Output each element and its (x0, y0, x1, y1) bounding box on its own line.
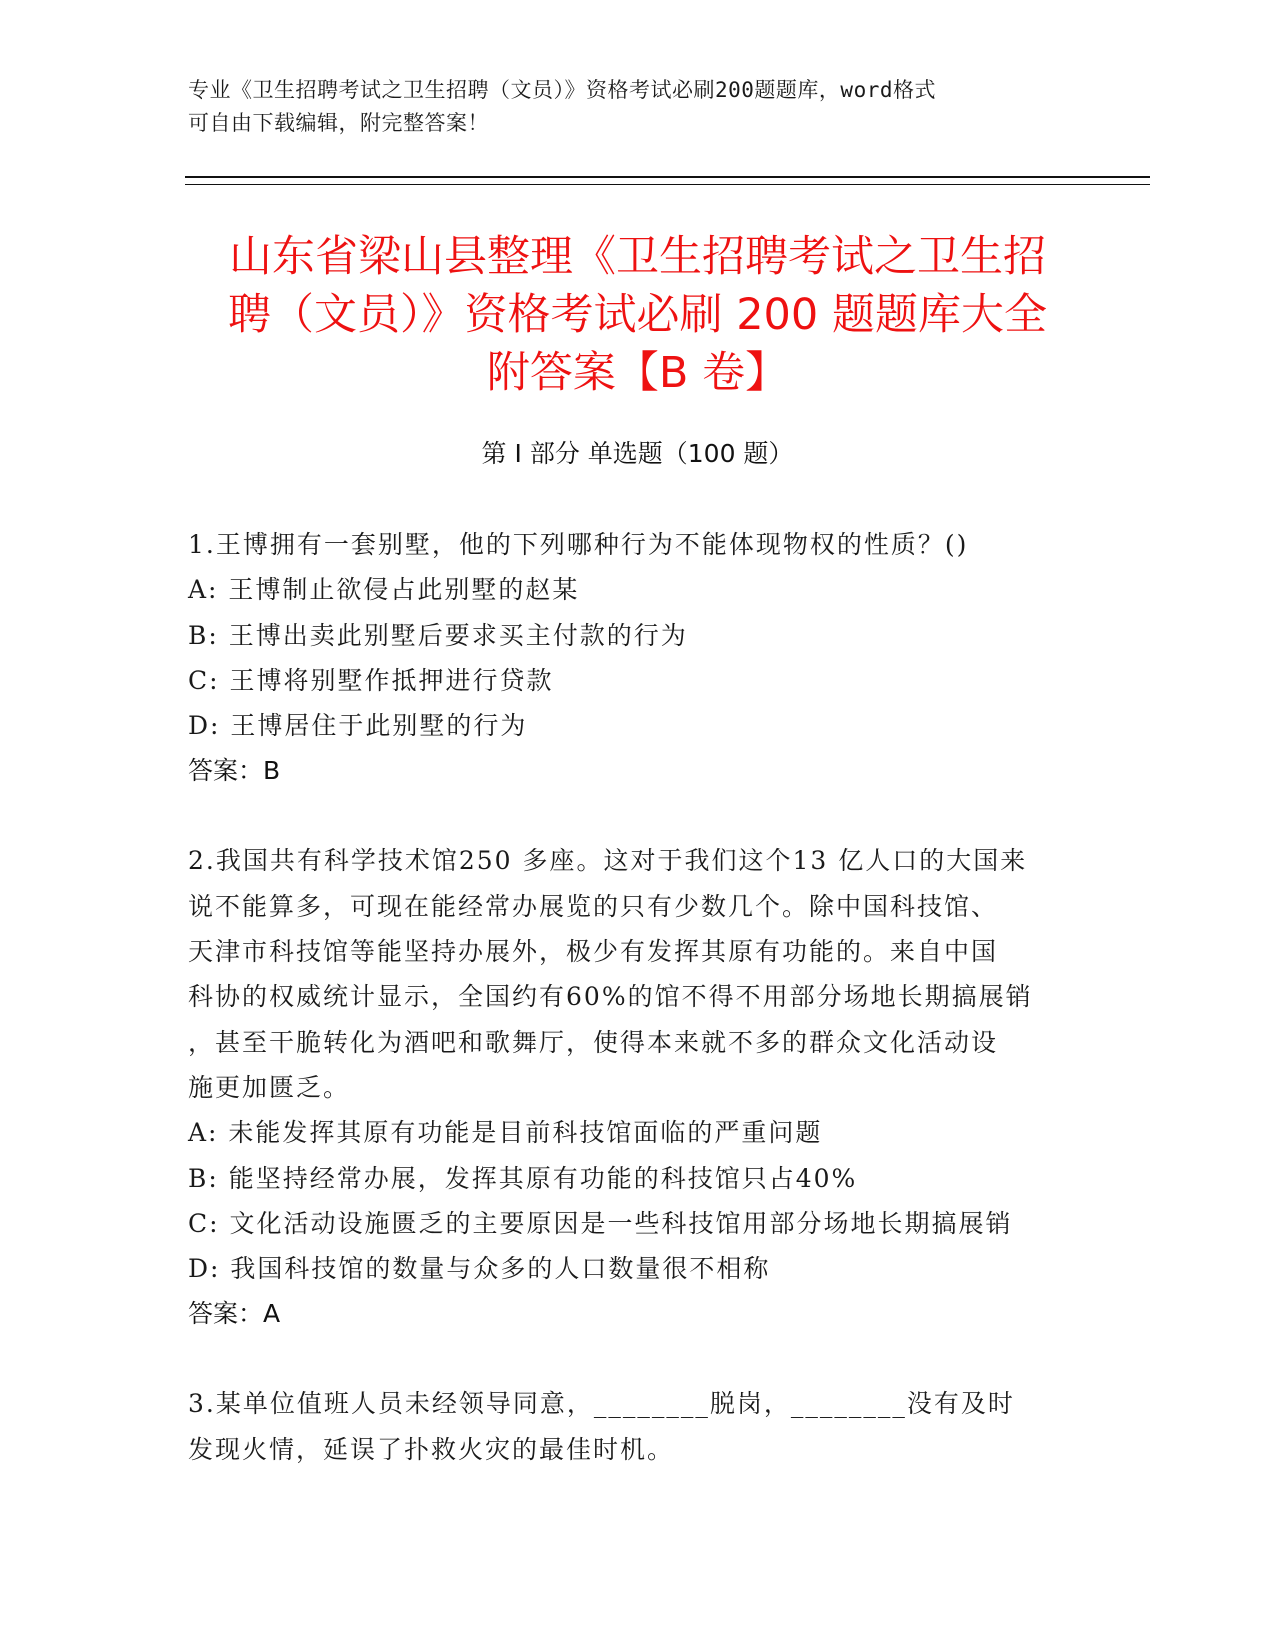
document-title (150, 228, 1125, 402)
option-a: A: 王博制止欲侵占此别墅的赵某 (188, 575, 580, 605)
question-stem-line: 说不能算多，可现在能经常办展览的只有少数几个。除中国科技馆、 (188, 891, 999, 921)
option-a: A: 未能发挥其原有功能是目前科技馆面临的严重问题 (188, 1118, 823, 1148)
question-list (188, 522, 1098, 1517)
answer-label: 答案：A (188, 1299, 281, 1329)
question-stem-line: 天津市科技馆等能坚持办展外，极少有发挥其原有功能的。来自中国 (188, 937, 999, 967)
title-line: 山东省梁山县整理《卫生招聘考试之卫生招 (229, 232, 1046, 282)
answer-label: 答案：B (188, 756, 281, 786)
option-b: B: 王博出卖此别墅后要求买主付款的行为 (188, 620, 688, 650)
section-heading: 第 I 部分 单选题（100 题） (481, 439, 794, 468)
question-stem-line: 3.某单位值班人员未经领导同意，________脱岗，________没有及时 (188, 1389, 1015, 1419)
question-stem-line: 2.我国共有科学技术馆250 多座。这对于我们这个13 亿人口的大国来 (188, 846, 1028, 876)
option-b: B: 能坚持经常办展，发挥其原有功能的科技馆只占40% (188, 1163, 858, 1193)
option-c: C: 文化活动设施匮乏的主要原因是一些科技馆用部分场地长期搞展销 (188, 1208, 1013, 1238)
header-note (188, 74, 1068, 140)
title-line: 聘（文员）》资格考试必刷 200 题题库大全 (228, 290, 1047, 340)
option-d: D: 我国科技馆的数量与众多的人口数量很不相称 (188, 1254, 771, 1284)
header-rule-thin (185, 184, 1150, 185)
option-d: D: 王博居住于此别墅的行为 (188, 711, 528, 741)
option-c: C: 王博将别墅作抵押进行贷款 (188, 665, 554, 695)
question-stem-line: 发现火情，延误了扑救火灾的最佳时机。 (188, 1434, 675, 1464)
question-3 (188, 1381, 1098, 1472)
header-note-line: 专业《卫生招聘考试之卫生招聘（文员）》资格考试必刷200题题库，word格式 (188, 78, 936, 102)
header-note-line: 可自由下载编辑，附完整答案！ (188, 111, 489, 135)
question-stem-line: 1.王博拥有一套别墅，他的下列哪种行为不能体现物权的性质？() (188, 530, 969, 559)
question-stem-line: 科协的权威统计显示，全国约有60%的馆不得不用部分场地长期搞展销 (188, 982, 1033, 1012)
question-stem-line: ，甚至干脆转化为酒吧和歌舞厅，使得本来就不多的群众文化活动设 (188, 1027, 999, 1057)
question-1 (188, 522, 1098, 793)
question-stem-line: 施更加匮乏。 (188, 1072, 351, 1102)
question-2 (188, 838, 1098, 1336)
header-rule-thick (185, 176, 1150, 178)
title-line: 附答案【B 卷】 (486, 348, 789, 398)
